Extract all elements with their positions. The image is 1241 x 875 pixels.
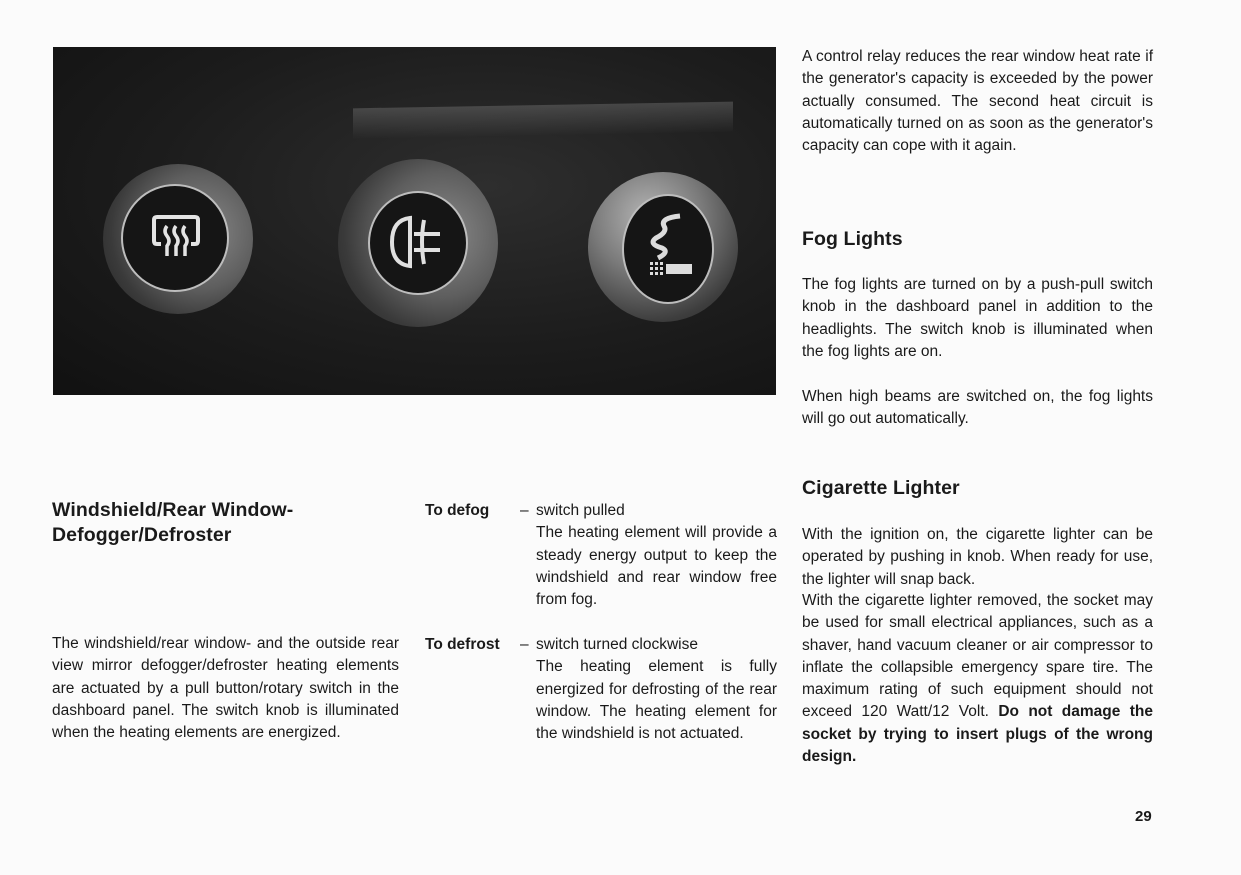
- definition-dash: –: [520, 502, 529, 519]
- cigarette-lighter-paragraph-1: With the ignition on, the cigarette lighter can be operated by pushing in knob. When ready for use, the lighter will snap back.: [802, 526, 1153, 588]
- fog-light-knob: [338, 159, 498, 327]
- definition-detail: The heating element will provide a steady energy output to keep the windshield and rear window free from fog.: [536, 524, 777, 609]
- cigarette-lighter-heading: Cigarette Lighter: [802, 477, 960, 499]
- heading-line-1: Windshield/Rear Window-: [52, 499, 294, 521]
- definition-body: [536, 634, 777, 745]
- defogger-description: The windshield/rear window- and the outside rear view mirror defogger/defroster heating elements are actuated by a pull button/rotary switch in the dashboard panel. The switch knob is illuminated when the heating elements are energized.: [52, 635, 399, 742]
- fog-light-icon: [388, 214, 444, 270]
- definition-dash: –: [520, 636, 529, 653]
- page-number: 29: [1135, 808, 1152, 825]
- definition-action: switch turned clockwise: [536, 636, 698, 653]
- fog-lights-paragraph-2: When high beams are switched on, the fog lights will go out automatically.: [802, 388, 1153, 428]
- socket-warning: Do not damage the socket by trying to insert plugs of the wrong design.: [802, 703, 1153, 766]
- rear-window-defrost-icon: [151, 214, 207, 262]
- heading-line-2: Defogger/Defroster: [52, 524, 232, 546]
- fog-lights-heading: Fog Lights: [802, 228, 903, 250]
- fog-lights-paragraph-1: The fog lights are turned on by a push-pull switch knob in the dashboard panel in addition to the headlights. The switch knob is illuminated when the fog lights are on.: [802, 276, 1153, 360]
- dashboard-ledge: [353, 102, 733, 139]
- definition-detail: The heating element is fully energized for defrosting of the rear window. The heating element for the windshield is not actuated.: [536, 658, 777, 743]
- defogger-section: [52, 498, 397, 548]
- definition-term: To defrost: [425, 636, 500, 653]
- control-relay-paragraph: A control relay reduces the rear window heat rate if the generator's capacity is exceeded by the power actually consumed. The second heat circuit is automatically turned on as soon as the generator's capacity can cope with it again.: [802, 48, 1153, 155]
- definition-action: switch pulled: [536, 502, 625, 519]
- cigarette-lighter-knob: [588, 172, 738, 322]
- definition-body: [536, 500, 777, 611]
- cigarette-lighter-usage: With the cigarette lighter removed, the socket may be used for small electrical appliances, such as a shaver, hand vacuum cleaner or air compressor to inflate the collapsible emergency spare tire. The maximum rating of such equipment should not exceed 120 Watt/12 Volt.: [802, 592, 1153, 721]
- defroster-knob: [103, 164, 253, 314]
- dashboard-knobs-photo: [53, 47, 776, 395]
- section-heading: [52, 498, 397, 548]
- cigarette-lighter-paragraph-2: [802, 590, 1153, 768]
- definition-term: To defog: [425, 502, 490, 519]
- cigarette-lighter-icon: [638, 212, 698, 276]
